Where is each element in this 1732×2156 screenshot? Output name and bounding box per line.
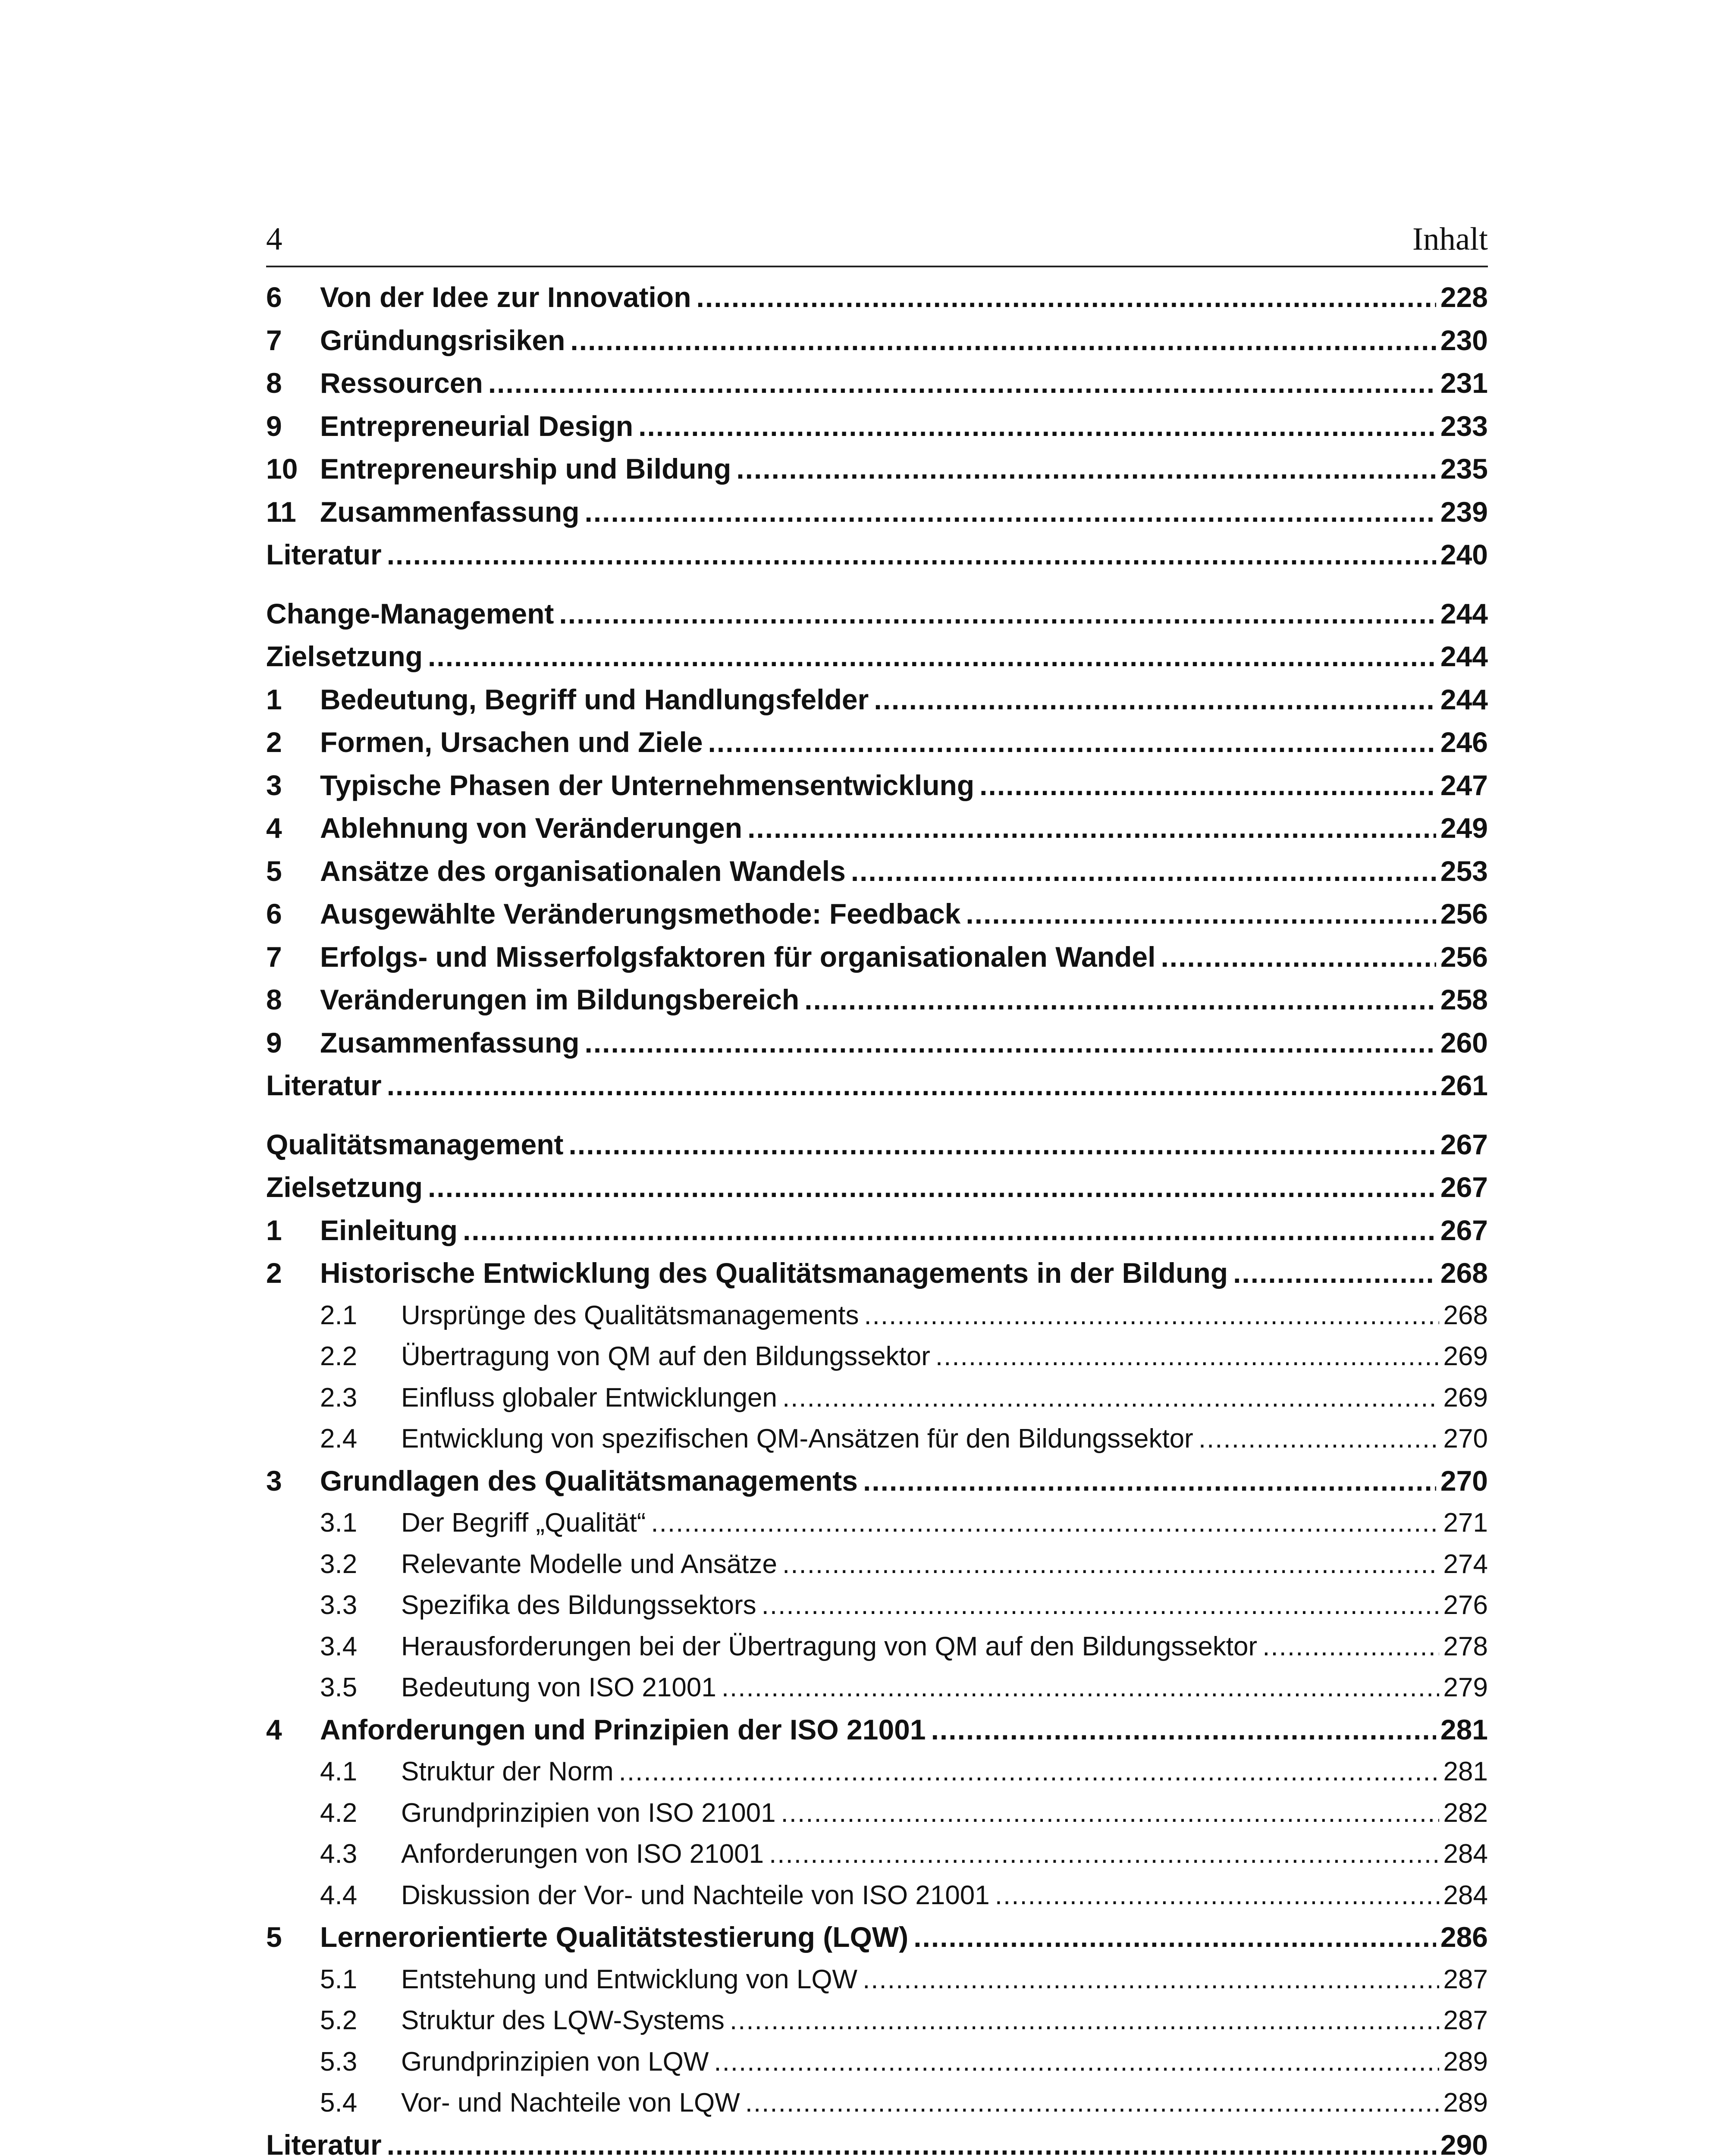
toc-entry-number: 11	[266, 495, 296, 528]
toc-entry-title: Literatur	[266, 539, 382, 570]
toc-entry-number: 7	[266, 940, 282, 973]
toc-entry-page: 256	[1440, 898, 1488, 930]
toc-leader-dots	[769, 1833, 1439, 1875]
toc-entry-title: Einfluss globaler Entwicklungen	[401, 1382, 777, 1413]
toc-entry-page: 258	[1440, 984, 1488, 1015]
toc-entry[interactable]	[266, 592, 1488, 636]
toc-leader-dots	[736, 448, 1436, 491]
toc-entry-title: Literatur	[266, 1069, 382, 1101]
toc-leader-dots	[638, 405, 1436, 448]
toc-entry-number: 2.2	[320, 1341, 358, 1371]
toc-leader-dots	[762, 1585, 1439, 1626]
toc-entry[interactable]	[266, 1123, 1488, 1166]
toc-entry[interactable]	[266, 405, 1488, 448]
toc-subentry[interactable]	[266, 1667, 1488, 1708]
toc-entry-title: Vor- und Nachteile von LQW	[401, 2088, 740, 2118]
toc-subentry[interactable]	[266, 1418, 1488, 1460]
toc-entry-page: 270	[1443, 1424, 1488, 1454]
toc-leader-dots	[863, 1460, 1436, 1503]
toc-entry-title: Historische Entwicklung des Qualitätsmanagements in der Bildung	[320, 1257, 1228, 1289]
page-number: 4	[266, 221, 282, 257]
toc-entry-page: 239	[1440, 495, 1488, 528]
toc-entry-title: Gründungsrisiken	[320, 324, 565, 356]
toc-entry-page: 282	[1443, 1798, 1488, 1828]
toc-entry-number: 4	[266, 812, 282, 844]
toc-entry[interactable]	[266, 362, 1488, 405]
toc-entry-page: 286	[1440, 1921, 1488, 1953]
toc-entry[interactable]	[266, 1460, 1488, 1503]
toc-leader-dots	[804, 978, 1436, 1022]
toc-subentry[interactable]	[266, 1295, 1488, 1336]
toc-entry[interactable]	[266, 893, 1488, 936]
toc-entry-number: 2	[266, 1257, 282, 1289]
toc-entry-page: 235	[1440, 453, 1488, 485]
toc-entry-page: 268	[1440, 1257, 1488, 1289]
toc-subentry[interactable]	[266, 1585, 1488, 1626]
toc-entry-number: 4.3	[320, 1839, 358, 1869]
toc-leader-dots	[428, 1166, 1436, 1209]
toc-entry-page: 253	[1440, 855, 1488, 887]
toc-entry-page: 268	[1443, 1300, 1488, 1330]
toc-entry-page: 267	[1440, 1171, 1488, 1203]
toc-entry-page: 281	[1440, 1713, 1488, 1745]
toc-entry[interactable]	[266, 1252, 1488, 1295]
toc-entry-number: 5.2	[320, 2006, 358, 2035]
toc-subentry[interactable]	[266, 1544, 1488, 1585]
toc-subentry[interactable]	[266, 2041, 1488, 2083]
toc-entry[interactable]	[266, 1064, 1488, 1107]
toc-entry-title: Entrepreneurial Design	[320, 410, 634, 442]
toc-entry[interactable]	[266, 1166, 1488, 1209]
toc-entry[interactable]	[266, 2124, 1488, 2156]
toc-leader-dots	[979, 764, 1436, 807]
toc-leader-dots	[584, 491, 1436, 534]
toc-entry-title: Zusammenfassung	[320, 1026, 580, 1059]
toc-entry-page: 244	[1440, 640, 1488, 672]
toc-leader-dots	[863, 1959, 1439, 2000]
toc-entry-number: 3	[266, 1464, 282, 1497]
toc-entry-title: Lernerorientierte Qualitätstestierung (LQW)	[320, 1921, 909, 1953]
toc-entry-title: Entstehung und Entwicklung von LQW	[401, 1964, 858, 1994]
toc-entry-page: 284	[1443, 1839, 1488, 1869]
toc-entry-number: 5	[266, 855, 282, 887]
toc-leader-dots	[747, 807, 1436, 850]
toc-entry[interactable]	[266, 448, 1488, 491]
toc-leader-dots	[931, 1708, 1436, 1752]
toc-entry-number: 1	[266, 1214, 282, 1246]
toc-entry-number: 1	[266, 683, 282, 715]
toc-entry-page: 289	[1443, 2088, 1488, 2118]
toc-entry-number: 8	[266, 367, 282, 399]
toc-entry-title: Typische Phasen der Unternehmensentwicklung	[320, 769, 975, 801]
toc-entry-title: Anforderungen und Prinzipien der ISO 21001	[320, 1713, 926, 1745]
toc-subentry[interactable]	[266, 1377, 1488, 1419]
toc-subentry[interactable]	[266, 1833, 1488, 1875]
toc-entry-page: 289	[1443, 2046, 1488, 2077]
toc-entry-number: 2.3	[320, 1382, 358, 1413]
toc-entry-title: Erfolgs- und Misserfolgsfaktoren für organisationalen Wandel	[320, 940, 1156, 973]
toc-entry-page: 271	[1443, 1508, 1488, 1538]
toc-entry-title: Zusammenfassung	[320, 495, 580, 528]
toc-entry-page: 281	[1443, 1757, 1488, 1786]
toc-entry-number: 9	[266, 1026, 282, 1059]
toc-entry-page: 267	[1440, 1128, 1488, 1160]
toc-leader-dots	[619, 1751, 1439, 1792]
toc-subentry[interactable]	[266, 1336, 1488, 1377]
toc-entry-number: 4.2	[320, 1798, 358, 1828]
toc-leader-dots	[387, 533, 1436, 577]
toc-entry[interactable]	[266, 1209, 1488, 1252]
toc-entry-title: Ressourcen	[320, 367, 483, 399]
toc-leader-dots	[851, 850, 1436, 893]
toc-entry-page: 256	[1440, 940, 1488, 973]
toc-leader-dots	[913, 1916, 1436, 1959]
toc-leader-dots	[730, 2000, 1439, 2041]
toc-entry-title: Diskussion der Vor- und Nachteile von ISO 21001	[401, 1880, 990, 1910]
toc-leader-dots	[1233, 1252, 1436, 1295]
toc-entry-number: 4	[266, 1713, 282, 1745]
toc-entry-title: Struktur des LQW-Systems	[401, 2006, 725, 2035]
toc-entry[interactable]	[266, 276, 1488, 319]
toc-entry-page: 269	[1443, 1341, 1488, 1371]
toc-entry-page: 246	[1440, 726, 1488, 758]
toc-entry-title: Literatur	[266, 2128, 382, 2156]
toc-entry-page: 261	[1440, 1069, 1488, 1101]
toc-entry-page: 244	[1440, 683, 1488, 715]
toc-entry[interactable]	[266, 1708, 1488, 1752]
toc-entry[interactable]	[266, 491, 1488, 534]
toc-leader-dots	[935, 1336, 1439, 1377]
toc-entry[interactable]	[266, 635, 1488, 678]
toc-entry-number: 5.3	[320, 2046, 358, 2077]
toc-entry-page: 230	[1440, 324, 1488, 356]
toc-entry[interactable]	[266, 319, 1488, 362]
toc-entry-number: 2.1	[320, 1300, 358, 1330]
toc-entry-number: 3.2	[320, 1549, 358, 1579]
toc-leader-dots	[428, 635, 1436, 678]
toc-subentry[interactable]	[266, 1792, 1488, 1834]
toc-leader-dots	[651, 1502, 1439, 1544]
toc-entry-page: 228	[1440, 281, 1488, 313]
toc-leader-dots	[697, 276, 1436, 319]
toc-leader-dots	[966, 893, 1436, 936]
toc-leader-dots	[995, 1875, 1439, 1916]
toc-entry-number: 3.5	[320, 1673, 358, 1702]
toc-entry-title: Veränderungen im Bildungsbereich	[320, 984, 800, 1015]
toc-entry-page: 260	[1440, 1026, 1488, 1059]
toc-entry-title: Zielsetzung	[266, 640, 423, 672]
running-title: Inhalt	[1412, 221, 1488, 257]
toc-entry[interactable]	[266, 850, 1488, 893]
toc-entry-title: Von der Idee zur Innovation	[320, 281, 691, 313]
toc-entry-title: Formen, Ursachen und Ziele	[320, 726, 703, 758]
toc-entry-page: 276	[1443, 1590, 1488, 1620]
toc-entry-title: Herausforderungen bei der Übertragung von QM auf den Bildungssektor	[401, 1631, 1258, 1661]
toc-subentry[interactable]	[266, 1502, 1488, 1544]
toc-subentry[interactable]	[266, 1626, 1488, 1667]
toc-entry-page: 287	[1443, 1964, 1488, 1994]
toc-entry-number: 3	[266, 769, 282, 801]
toc-entry-number: 7	[266, 324, 282, 356]
toc-entry-page: 244	[1440, 597, 1488, 630]
toc-leader-dots	[714, 2041, 1439, 2083]
toc-leader-dots	[569, 1123, 1436, 1166]
toc-entry-title: Qualitätsmanagement	[266, 1128, 564, 1160]
toc-entry-title: Grundlagen des Qualitätsmanagements	[320, 1464, 858, 1497]
toc-entry-page: 290	[1440, 2128, 1488, 2156]
toc-leader-dots	[387, 2124, 1436, 2156]
toc-leader-dots	[864, 1295, 1439, 1336]
toc-entry[interactable]	[266, 533, 1488, 577]
toc-subentry[interactable]	[266, 2000, 1488, 2041]
toc-entry[interactable]	[266, 678, 1488, 721]
toc-entry-title: Ausgewählte Veränderungsmethode: Feedback	[320, 898, 961, 930]
toc-entry-title: Der Begriff „Qualität“	[401, 1508, 646, 1538]
toc-entry-number: 5.1	[320, 1964, 358, 1994]
toc-entry[interactable]	[266, 807, 1488, 850]
toc-entry-number: 5.4	[320, 2088, 358, 2118]
toc-leader-dots	[387, 1064, 1436, 1107]
toc-entry-title: Entrepreneurship und Bildung	[320, 453, 731, 485]
toc-entry-title: Change-Management	[266, 597, 554, 630]
toc-entry-number: 6	[266, 281, 282, 313]
toc-subentry[interactable]	[266, 2082, 1488, 2124]
toc-entry-number: 2.4	[320, 1424, 358, 1454]
toc-entry-title: Grundprinzipien von ISO 21001	[401, 1798, 776, 1828]
toc-entry-page: 247	[1440, 769, 1488, 801]
toc-entry-page: 269	[1443, 1382, 1488, 1413]
toc-entry-page: 231	[1440, 367, 1488, 399]
toc-entry-title: Anforderungen von ISO 21001	[401, 1839, 764, 1869]
toc-entry-title: Ursprünge des Qualitätsmanagements	[401, 1300, 859, 1330]
toc-entry-number: 3.4	[320, 1631, 358, 1661]
toc-entry-number: 5	[266, 1921, 282, 1953]
toc-subentry[interactable]	[266, 1875, 1488, 1916]
toc-leader-dots	[584, 1022, 1436, 1065]
toc-entry[interactable]	[266, 1022, 1488, 1065]
toc-entry-title: Bedeutung, Begriff und Handlungsfelder	[320, 683, 869, 715]
toc-entry[interactable]	[266, 721, 1488, 764]
toc-leader-dots	[708, 721, 1436, 764]
toc-entry-page: 240	[1440, 539, 1488, 570]
toc-entry-number: 4.4	[320, 1880, 358, 1910]
toc-entry-number: 8	[266, 984, 282, 1015]
toc-entry-title: Grundprinzipien von LQW	[401, 2046, 709, 2077]
table-of-contents	[266, 276, 1488, 2156]
toc-entry[interactable]	[266, 978, 1488, 1022]
toc-leader-dots	[781, 1792, 1439, 1834]
toc-leader-dots	[1161, 936, 1436, 979]
toc-entry-page: 270	[1440, 1464, 1488, 1497]
toc-entry-title: Struktur der Norm	[401, 1757, 614, 1786]
toc-leader-dots	[782, 1544, 1439, 1585]
toc-leader-dots	[874, 678, 1436, 721]
toc-entry-page: 267	[1440, 1214, 1488, 1246]
toc-leader-dots	[1262, 1626, 1439, 1667]
toc-leader-dots	[722, 1667, 1439, 1708]
toc-entry-number: 10	[266, 453, 298, 485]
toc-entry-page: 278	[1443, 1631, 1488, 1661]
toc-entry[interactable]	[266, 1916, 1488, 1959]
toc-subentry[interactable]	[266, 1959, 1488, 2000]
toc-leader-dots	[782, 1377, 1439, 1419]
toc-leader-dots	[1199, 1418, 1439, 1460]
toc-entry-title: Zielsetzung	[266, 1171, 423, 1203]
toc-entry[interactable]	[266, 764, 1488, 807]
toc-entry-page: 284	[1443, 1880, 1488, 1910]
toc-subentry[interactable]	[266, 1751, 1488, 1792]
toc-entry-title: Spezifika des Bildungssektors	[401, 1590, 756, 1620]
toc-entry-number: 3.1	[320, 1508, 358, 1538]
toc-entry-page: 279	[1443, 1673, 1488, 1702]
toc-entry[interactable]	[266, 936, 1488, 979]
toc-leader-dots	[463, 1209, 1436, 1252]
toc-entry-number: 4.1	[320, 1757, 358, 1786]
toc-leader-dots	[745, 2082, 1439, 2124]
toc-entry-number: 2	[266, 726, 282, 758]
toc-entry-title: Entwicklung von spezifischen QM-Ansätzen für den Bildungssektor	[401, 1424, 1193, 1454]
toc-entry-title: Übertragung von QM auf den Bildungssektor	[401, 1341, 930, 1371]
toc-entry-title: Ablehnung von Veränderungen	[320, 812, 743, 844]
toc-entry-page: 249	[1440, 812, 1488, 844]
toc-entry-title: Ansätze des organisationalen Wandels	[320, 855, 846, 887]
toc-leader-dots	[559, 592, 1436, 636]
toc-entry-title: Bedeutung von ISO 21001	[401, 1673, 716, 1702]
page-header	[266, 216, 1488, 267]
toc-entry-title: Einleitung	[320, 1214, 458, 1246]
toc-leader-dots	[570, 319, 1436, 362]
toc-entry-page: 287	[1443, 2006, 1488, 2035]
toc-entry-page: 274	[1443, 1549, 1488, 1579]
toc-leader-dots	[488, 362, 1436, 405]
toc-entry-page: 233	[1440, 410, 1488, 442]
toc-entry-number: 3.3	[320, 1590, 358, 1620]
toc-entry-number: 6	[266, 898, 282, 930]
toc-entry-title: Relevante Modelle und Ansätze	[401, 1549, 778, 1579]
toc-entry-number: 9	[266, 410, 282, 442]
